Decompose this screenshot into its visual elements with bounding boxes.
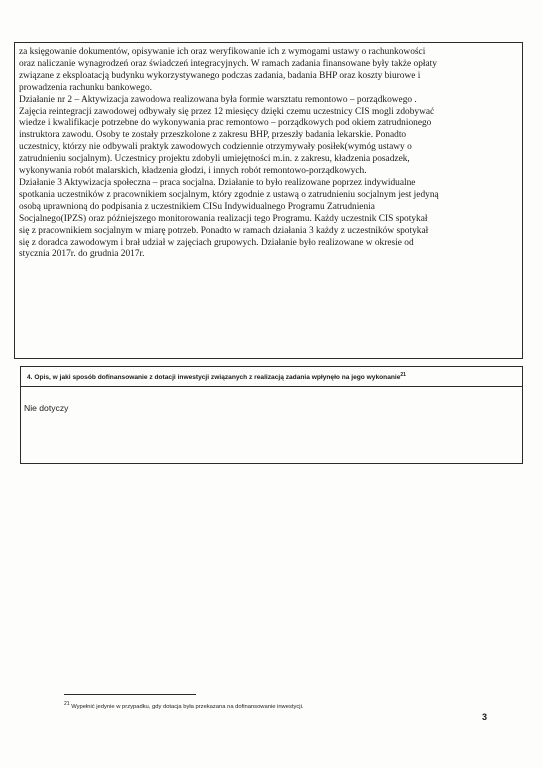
footnote-text: Wypełnić jedynie w przypadku, gdy dotacja była przekazana na dofinansowanie inwestycji.: [71, 703, 304, 710]
text-line: wykonywania robót malarskich, kładzenia głodzi, i innych robót remontowo-porządkowych.: [19, 166, 367, 177]
text-line: się z doradca zawodowym i brał udział w zajęciach grupowych. Działanie było realizowane w okresie od: [19, 237, 414, 248]
footnote-divider: [64, 694, 196, 695]
section-4-answer: Nie dotyczy: [24, 403, 69, 413]
footnote: [64, 701, 303, 710]
text-line: Socjalnego(IPZS) oraz późniejszego monitorowania realizacji tego Programu. Każdy uczestnik CIS spotykał: [19, 213, 428, 224]
text-line: Działanie nr 2 – Aktywizacja zawodowa realizowana była formie warsztatu remontowo – porządkowego .: [19, 94, 417, 105]
text-line: się z pracownikiem socjalnym w miarę potrzeb. Ponadto w ramach działania 3 każdy z uczestników spotykał: [19, 225, 429, 236]
text-line: Zajęcia reintegracji zawodowej odbywały się przez 12 miesięcy dzięki czemu uczestnicy CIS mogli zdobywać: [19, 106, 435, 117]
text-line: instruktora zawodu. Osoby te zostały przeszkolone z zakresu BHP, przeszły badania lekarskie. Ponadto: [19, 130, 407, 141]
report-text-box: [14, 42, 523, 359]
text-line: za księgowanie dokumentów, opisywanie ich oraz weryfikowanie ich z wymogami ustawy o rachunkowości: [19, 47, 426, 57]
text-line: uczestnicy, którzy nie odbywali praktyk zawodowych codziennie otrzymywały posiłek(wymóg ustawy o: [19, 142, 412, 153]
text-line: stycznia 2017r. do grudnia 2017r.: [19, 249, 145, 260]
section-4-heading-text: 4. Opis, w jaki sposób dofinansowanie z dotacji inwestycji związanych z realizacją zadania wpłynęło na jego wykonanie: [27, 374, 401, 382]
footnote-number: 21: [64, 701, 70, 707]
text-line: zatrudnieniu socjalnym). Uczestnicy projektu zdobyli umiejętności m.in. z zakresu, kładzenia posadzek,: [19, 154, 410, 165]
text-line: związane z eksploatacją budynku wykorzystywanego podczas zadania, badania BHP oraz koszty biurowe i: [19, 70, 421, 81]
text-line: osobą uprawnioną do podpisania z uczestnikiem CISu Indywidualnego Programu Zatrudnienia: [19, 201, 375, 212]
text-line: prowadzenia rachunku bankowego.: [19, 82, 153, 93]
text-line: oraz naliczanie wynagrodzeń oraz świadczeń integracyjnych. W ramach zadania finansowane były także opłaty: [19, 58, 437, 69]
text-line: spotkania uczestników z pracownikiem socjalnym, który zgodnie z ustawą o zatrudnieniu socjalnym jest jedyną: [19, 189, 439, 200]
footnote-ref: 21: [400, 372, 406, 378]
section-4-answer-box: [20, 386, 523, 464]
text-line: wiedze i kwalifikacje potrzebne do wykonywania prac remontowo – porządkowych pod okiem zatrudnionego: [19, 118, 432, 129]
page-number: 3: [482, 712, 488, 722]
section-4-heading: [20, 366, 523, 386]
text-line: Działanie 3 Aktywizacja społeczna – praca socjalna. Działanie to było realizowane poprzez indywidualne: [19, 177, 416, 188]
